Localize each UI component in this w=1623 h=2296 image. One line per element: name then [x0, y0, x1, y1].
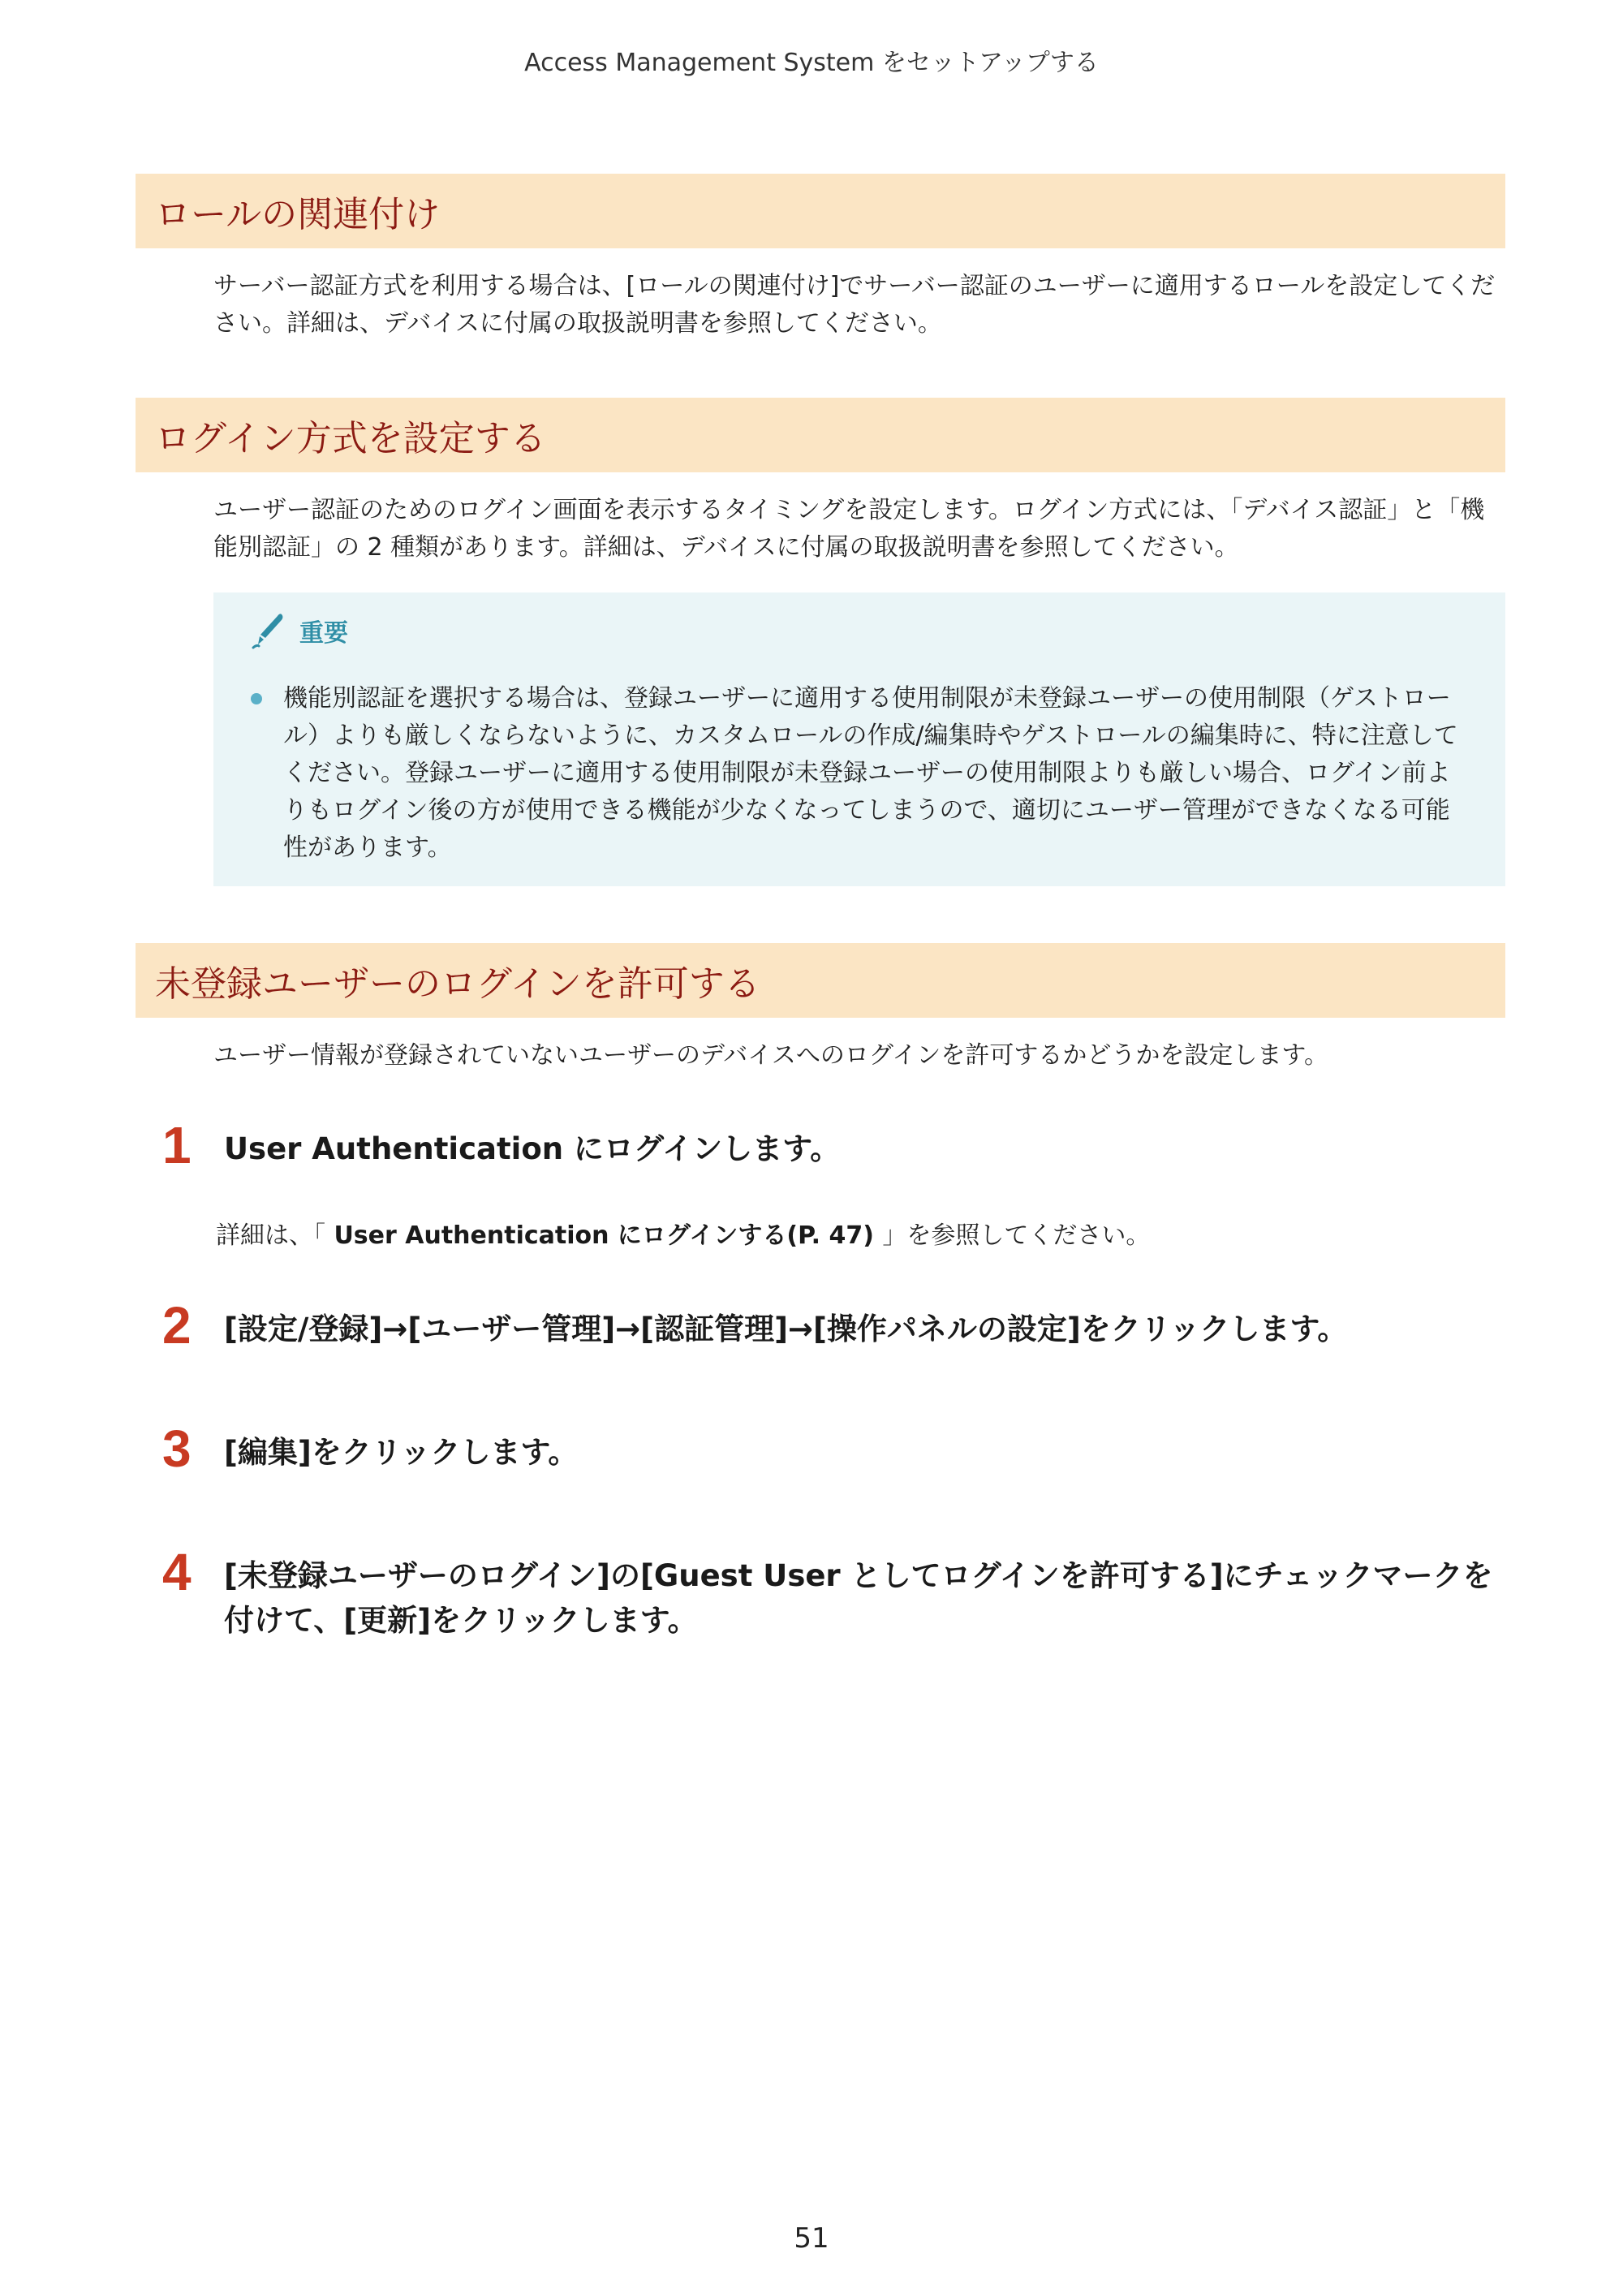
- step-number: 4: [162, 1543, 192, 1601]
- step-detail: [216, 1217, 1498, 1255]
- step-instruction: [未登録ユーザーのログイン]の[Guest User としてログインを許可する]にチェックマークを付けて、[更新]をクリックします。: [224, 1558, 1493, 1638]
- section-body: ユーザー情報が登録されていないユーザーのデバイスへのログインを許可するかどうかを設定します。: [213, 1041, 1328, 1070]
- detail-prefix: 詳細は、「: [216, 1221, 325, 1250]
- note-list: [251, 680, 1463, 867]
- step-number: 2: [162, 1296, 192, 1355]
- section-heading: ロールの関連付け: [136, 174, 1505, 248]
- page-number: 51: [794, 2222, 829, 2255]
- detail-suffix: 」を参照してください。: [882, 1221, 1151, 1250]
- note-title: [251, 610, 1463, 651]
- important-note: [213, 592, 1505, 886]
- section-heading: ログイン方式を設定する: [136, 398, 1505, 472]
- reference-link[interactable]: User Authentication にログインする(P. 47): [325, 1221, 883, 1250]
- step-number: 3: [162, 1419, 192, 1478]
- note-item-text: 機能別認証を選択する場合は、登録ユーザーに適用する使用制限が未登録ユーザーの使用制限（ゲストロール）よりも厳しくならないように、カスタムロールの作成/編集時やゲストロールの編集時に、特に注意してください。登録ユーザーに適用する使用制限が未登録ユーザーの使用制限よりも厳しい場合、ログイン前よりもログイン後の方が使用できる機能が少なくなってしまうので、適切にユーザー管理ができなくなる可能性があります。: [283, 684, 1458, 862]
- pen-icon: [251, 612, 285, 649]
- section-heading: 未登録ユーザーのログインを許可する: [136, 943, 1505, 1018]
- section-body: サーバー認証方式を利用する場合は、[ロールの関連付け]でサーバー認証のユーザーに適用するロールを設定してください。詳細は、デバイスに付属の取扱説明書を参照してください。: [213, 272, 1496, 338]
- section-body: ユーザー認証のためのログイン画面を表示するタイミングを設定します。ログイン方式には、「デバイス認証」と「機能別認証」の 2 種類があります。詳細は、デバイスに付属の取扱説明書を参照してください。: [213, 496, 1485, 562]
- bullet-icon: [251, 693, 262, 704]
- note-list-item: [251, 680, 1463, 867]
- step-instruction: User Authentication にログインします。: [224, 1131, 841, 1166]
- step-number: 1: [162, 1116, 192, 1174]
- step-instruction: [編集]をクリックします。: [224, 1435, 579, 1470]
- running-header: Access Management System をセットアップする: [524, 49, 1099, 77]
- section-unregistered-login: [136, 943, 1505, 1075]
- step-instruction: [設定/登録]→[ユーザー管理]→[認証管理]→[操作パネルの設定]をクリックします。: [224, 1312, 1348, 1346]
- section-role-association: [136, 174, 1505, 342]
- note-title-text: 重要: [299, 619, 348, 648]
- section-login-method: [136, 398, 1505, 886]
